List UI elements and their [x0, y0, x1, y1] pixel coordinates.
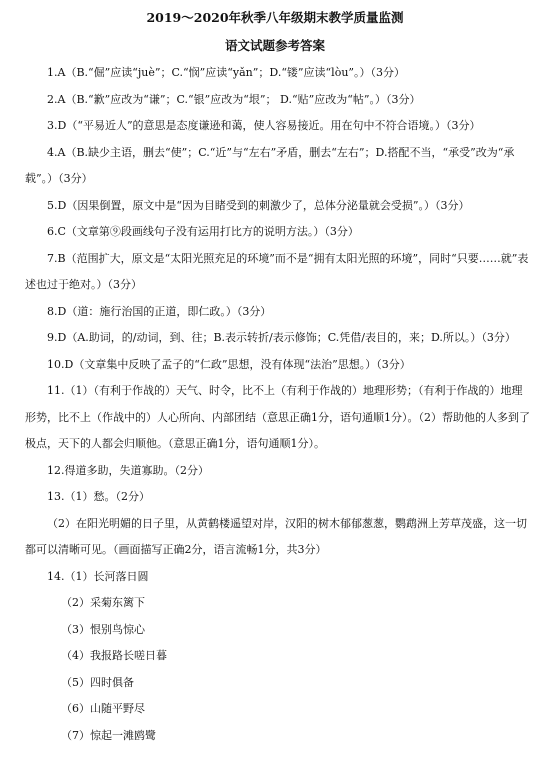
answer-13-2: （2）在阳光明媚的日子里，从黄鹤楼遥望对岸，汉阳的树木郁郁葱葱，鹦鹉洲上芳草茂盛，这一切都可以清晰可见。（画面描写正确2分，语言流畅1分，共3分）	[25, 516, 527, 556]
answer-13-1: 13.（1）愁。（2分）	[47, 490, 150, 503]
answer-14-1: 14.（1）长河落日圆	[47, 569, 149, 583]
answer-14-4: （4）我报路长嗟日暮	[61, 649, 167, 662]
answer-10: 10.D（文章集中反映了孟子的“仁政”思想，没有体现“法治”思想。）（3分）	[47, 357, 411, 371]
answer-14-7: （7）惊起一滩鸥鹭	[61, 728, 156, 742]
answer-6: 6.C（文章第⑨段画线句子没有运用打比方的说明方法。）（3分）	[47, 225, 359, 238]
answer-3: 3.D（“平易近人”的意思是态度谦逊和蔼，使人容易接近。用在句中不符合语境。）（3分）	[47, 119, 481, 132]
answer-list	[25, 60, 533, 749]
answer-7: 7.B（范围扩大，原文是“太阳光照充足的环境”而不是“拥有太阳光照的环境”，同时“只要……就”表述也过于绝对。）（3分）	[25, 251, 529, 291]
answer-5: 5.D（因果倒置，原文中是“因为目睹受到的刺激少了，总体分泌量就会受损”。）（3分）	[47, 198, 470, 212]
document-title: 2019～2020年秋季八年级期末教学质量监测	[146, 10, 404, 25]
answer-14-3: （3）恨别鸟惊心	[61, 622, 145, 636]
answer-2: 2.A（B.“歉”应改为“谦”；C.“银”应改为“垠”； D.“贴”应改为“帖”。）（3分）	[47, 92, 421, 106]
answer-9: 9.D（A.助词，的/动词，到、往；B.表示转折/表示修饰；C.凭借/表目的，来；D.所以。）（3分）	[47, 331, 516, 344]
answer-8: 8.D（道：施行治国的正道，即仁政。）（3分）	[47, 304, 272, 318]
answer-11: 11.（1）（有利于作战的）天气、时令，比不上（有利于作战的）地理形势；（有利于作战的）地理形势，比不上（作战中的）人心所向、内部团结（意思正确1分，语句通顺1分）。（2）帮助他的人多到了极点，天下的人都会归顺他。（意思正确1分，语句通顺1分）。	[25, 384, 530, 450]
answer-14-2: （2）采菊东篱下	[61, 596, 145, 609]
answer-12: 12.得道多助，失道寡助。（2分）	[47, 463, 209, 477]
answer-14-6: （6）山随平野尽	[61, 702, 145, 715]
answer-4: 4.A（B.缺少主语，删去“使”；C.“近”与“左右”矛盾，删去“左右”；D.搭配不当，“承受”改为“承载”。）（3分）	[25, 145, 515, 185]
answer-1: 1.A（B.“倔”应读“juè”；C.“悯”应读“yǎn”；D.“镂”应读“lòu”。）（3分）	[47, 66, 406, 79]
answer-14-5: （5）四时俱备	[61, 675, 134, 689]
document-subtitle: 语文试题参考答案	[224, 38, 325, 53]
